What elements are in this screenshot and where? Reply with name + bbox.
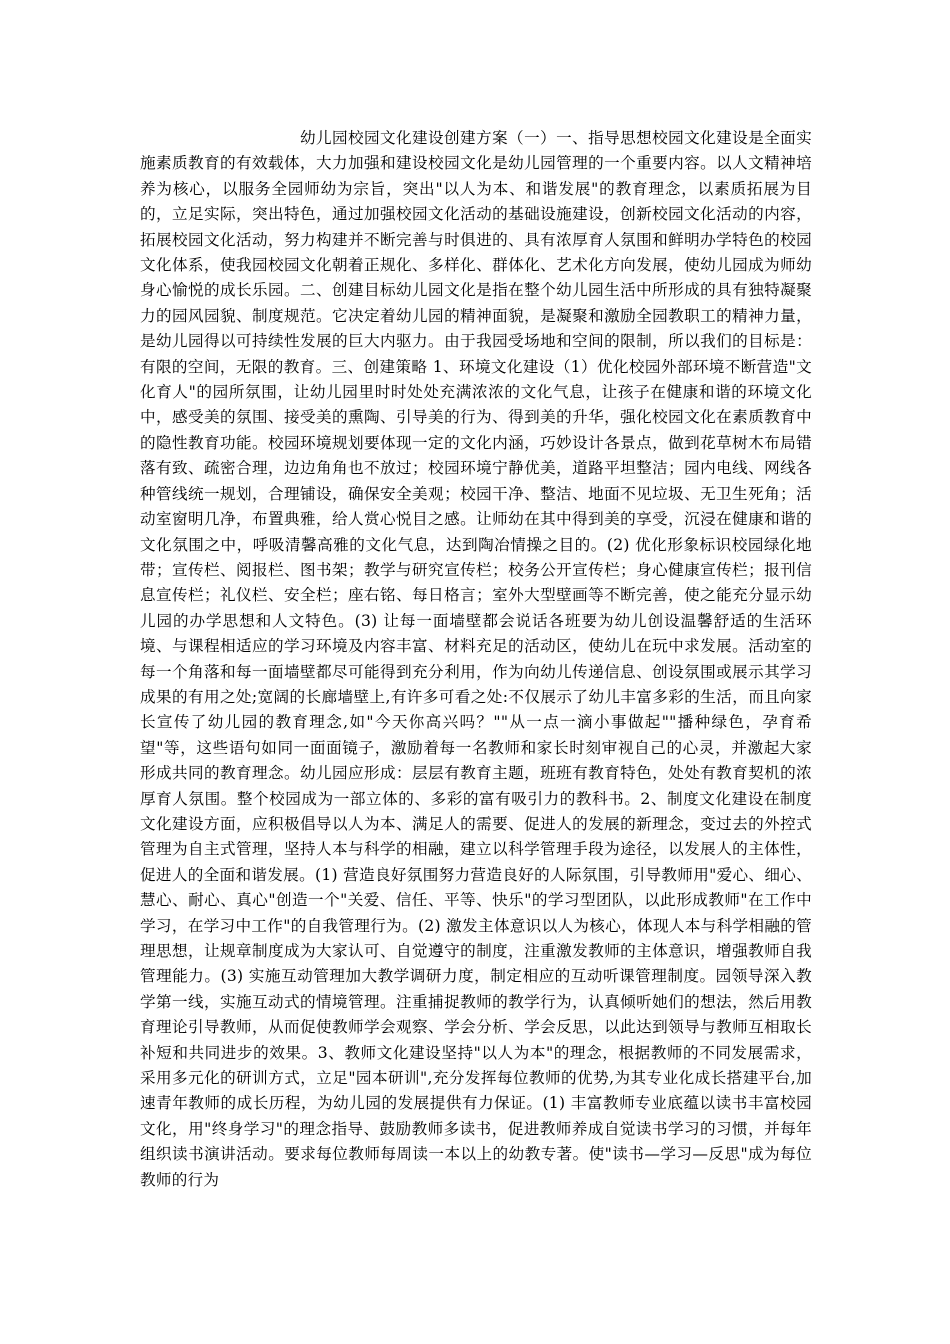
- body-paragraph: 幼儿园校园文化建设创建方案（一）一、指导思想校园文化建设是全面实施素质教育的有效载体，大力加强和建设校园文化是幼儿园管理的一个重要内容。以人文精神培养为核心，以服务全园师幼为宗旨，突出"以人为本、和谐发展"的教育理念，以素质拓展为目的，立足实际，突出特色，通过加强校园文化活动的基础设施建设，创新校园文化活动的内容，拓展校园文化活动，努力构建并不断完善与时俱进的、具有浓厚育人氛围和鲜明办学特色的校园文化体系，使我园校园文化朝着正规化、多样化、群体化、艺术化方向发展，使幼儿园成为师幼身心愉悦的成长乐园。二、创建目标幼儿园文化是指在整个幼儿园生活中所形成的具有独特凝聚力的园风园貌、制度规范。它决定着幼儿园的精神面貌，是凝聚和激励全园教职工的精神力量，是幼儿园得以可持续性发展的巨大内驱力。由于我园受场地和空间的限制，所以我们的目标是：有限的空间，无限的教育。三、创建策略 1、环境文化建设（1）优化校园外部环境不断营造"文化育人"的园所氛围，让幼儿园里时时处处充满浓浓的文化气息，让孩子在健康和谐的环境文化中，感受美的氛围、接受美的熏陶、引导美的行为、得到美的升华，强化校园文化在素质教育中的隐性教育功能。校园环境规划要体现一定的文化内涵，巧妙设计各景点，做到花草树木布局错落有致、疏密合理，边边角角也不放过；校园环境宁静优美，道路平坦整洁；园内电线、网线各种管线统一规划，合理铺设，确保安全美观；校园干净、整洁、地面不见垃圾、无卫生死角；活动室窗明几净，布置典雅，给人赏心悦目之感。让师幼在其中得到美的享受，沉浸在健康和谐的文化氛围之中，呼吸清馨高雅的文化气息，达到陶冶情操之目的。(2) 优化形象标识校园绿化地带；宣传栏、阅报栏、图书架；教学与研究宣传栏；校务公开宣传栏；身心健康宣传栏；报刊信息宣传栏；礼仪栏、安全栏；座右铭、每日格言；室外大型壁画等不断完善，使之能充分显示幼儿园的办学思想和人文特色。(3) 让每一面墙壁都会说话各班要为幼儿创设温馨舒适的生活环境、与课程相适应的学习环境及内容丰富、材料充足的活动区，使幼儿在玩中求发展。活动室的每一个角落和每一面墙壁都尽可能得到充分利用，作为向幼儿传递信息、创设氛围或展示其学习成果的有用之处;宽阔的长廊墙壁上,有许多可看之处:不仅展示了幼儿丰富多彩的生活，而且向家长宣传了幼儿园的教育理念,如"今天你高兴吗？""从一点一滴小事做起""播种绿色，孕育希望"等，这些语句如同一面面镜子，激励着每一名教师和家长时刻审视自己的心灵，并激起大家形成共同的教育理念。幼儿园应形成：层层有教育主题，班班有教育特色，处处有教育契机的浓厚育人氛围。整个校园成为一部立体的、多彩的富有吸引力的教科书。2、制度文化建设在制度文化建设方面，应积极倡导以人为本、满足人的需要、促进人的发展的新理念，变过去的外控式管理为自主式管理，坚持人本与科学的相融，建立以科学管理手段为途径，以发展人的主体性，促进人的全面和谐发展。(1) 营造良好氛围努力营造良好的人际氛围，引导教师用"爱心、细心、慧心、耐心、真心"创造一个"关爱、信任、平等、快乐"的学习型团队，以此形成教师"在工作中学习，在学习中工作"的自我管理行为。(2) 激发主体意识以人为核心，体现人本与科学相融的管理思想，让规章制度成为大家认可、自觉遵守的制度，注重激发教师的主体意识，增强教师自我管理能力。(3) 实施互动管理加大教学调研力度，制定相应的互动听课管理制度。园领导深入教学第一线，实施互动式的情境管理。注重捕捉教师的教学行为，认真倾听她们的想法，然后用教育理论引导教师，从而促使教师学会观察、学会分析、学会反思，以此达到领导与教师互相取长补短和共同进步的效果。3、教师文化建设坚持"以人为本"的理念，根据教师的不同发展需求，采用多元化的研训方式，立足"园本研训",充分发挥每位教师的优势,为其专业化成长搭建平台,加速青年教师的成长历程，为幼儿园的发展提供有力保证。(1) 丰富教师专业底蕴以读书丰富校园文化，用"终身学习"的理念指导、鼓励教师多读书，促进教师养成自觉读书学习的习惯，并每年组织读书演讲活动。要求每位教师每周读一本以上的幼教专著。使"读书—学习—反思"成为每位教师的行为: [140, 129, 812, 1189]
